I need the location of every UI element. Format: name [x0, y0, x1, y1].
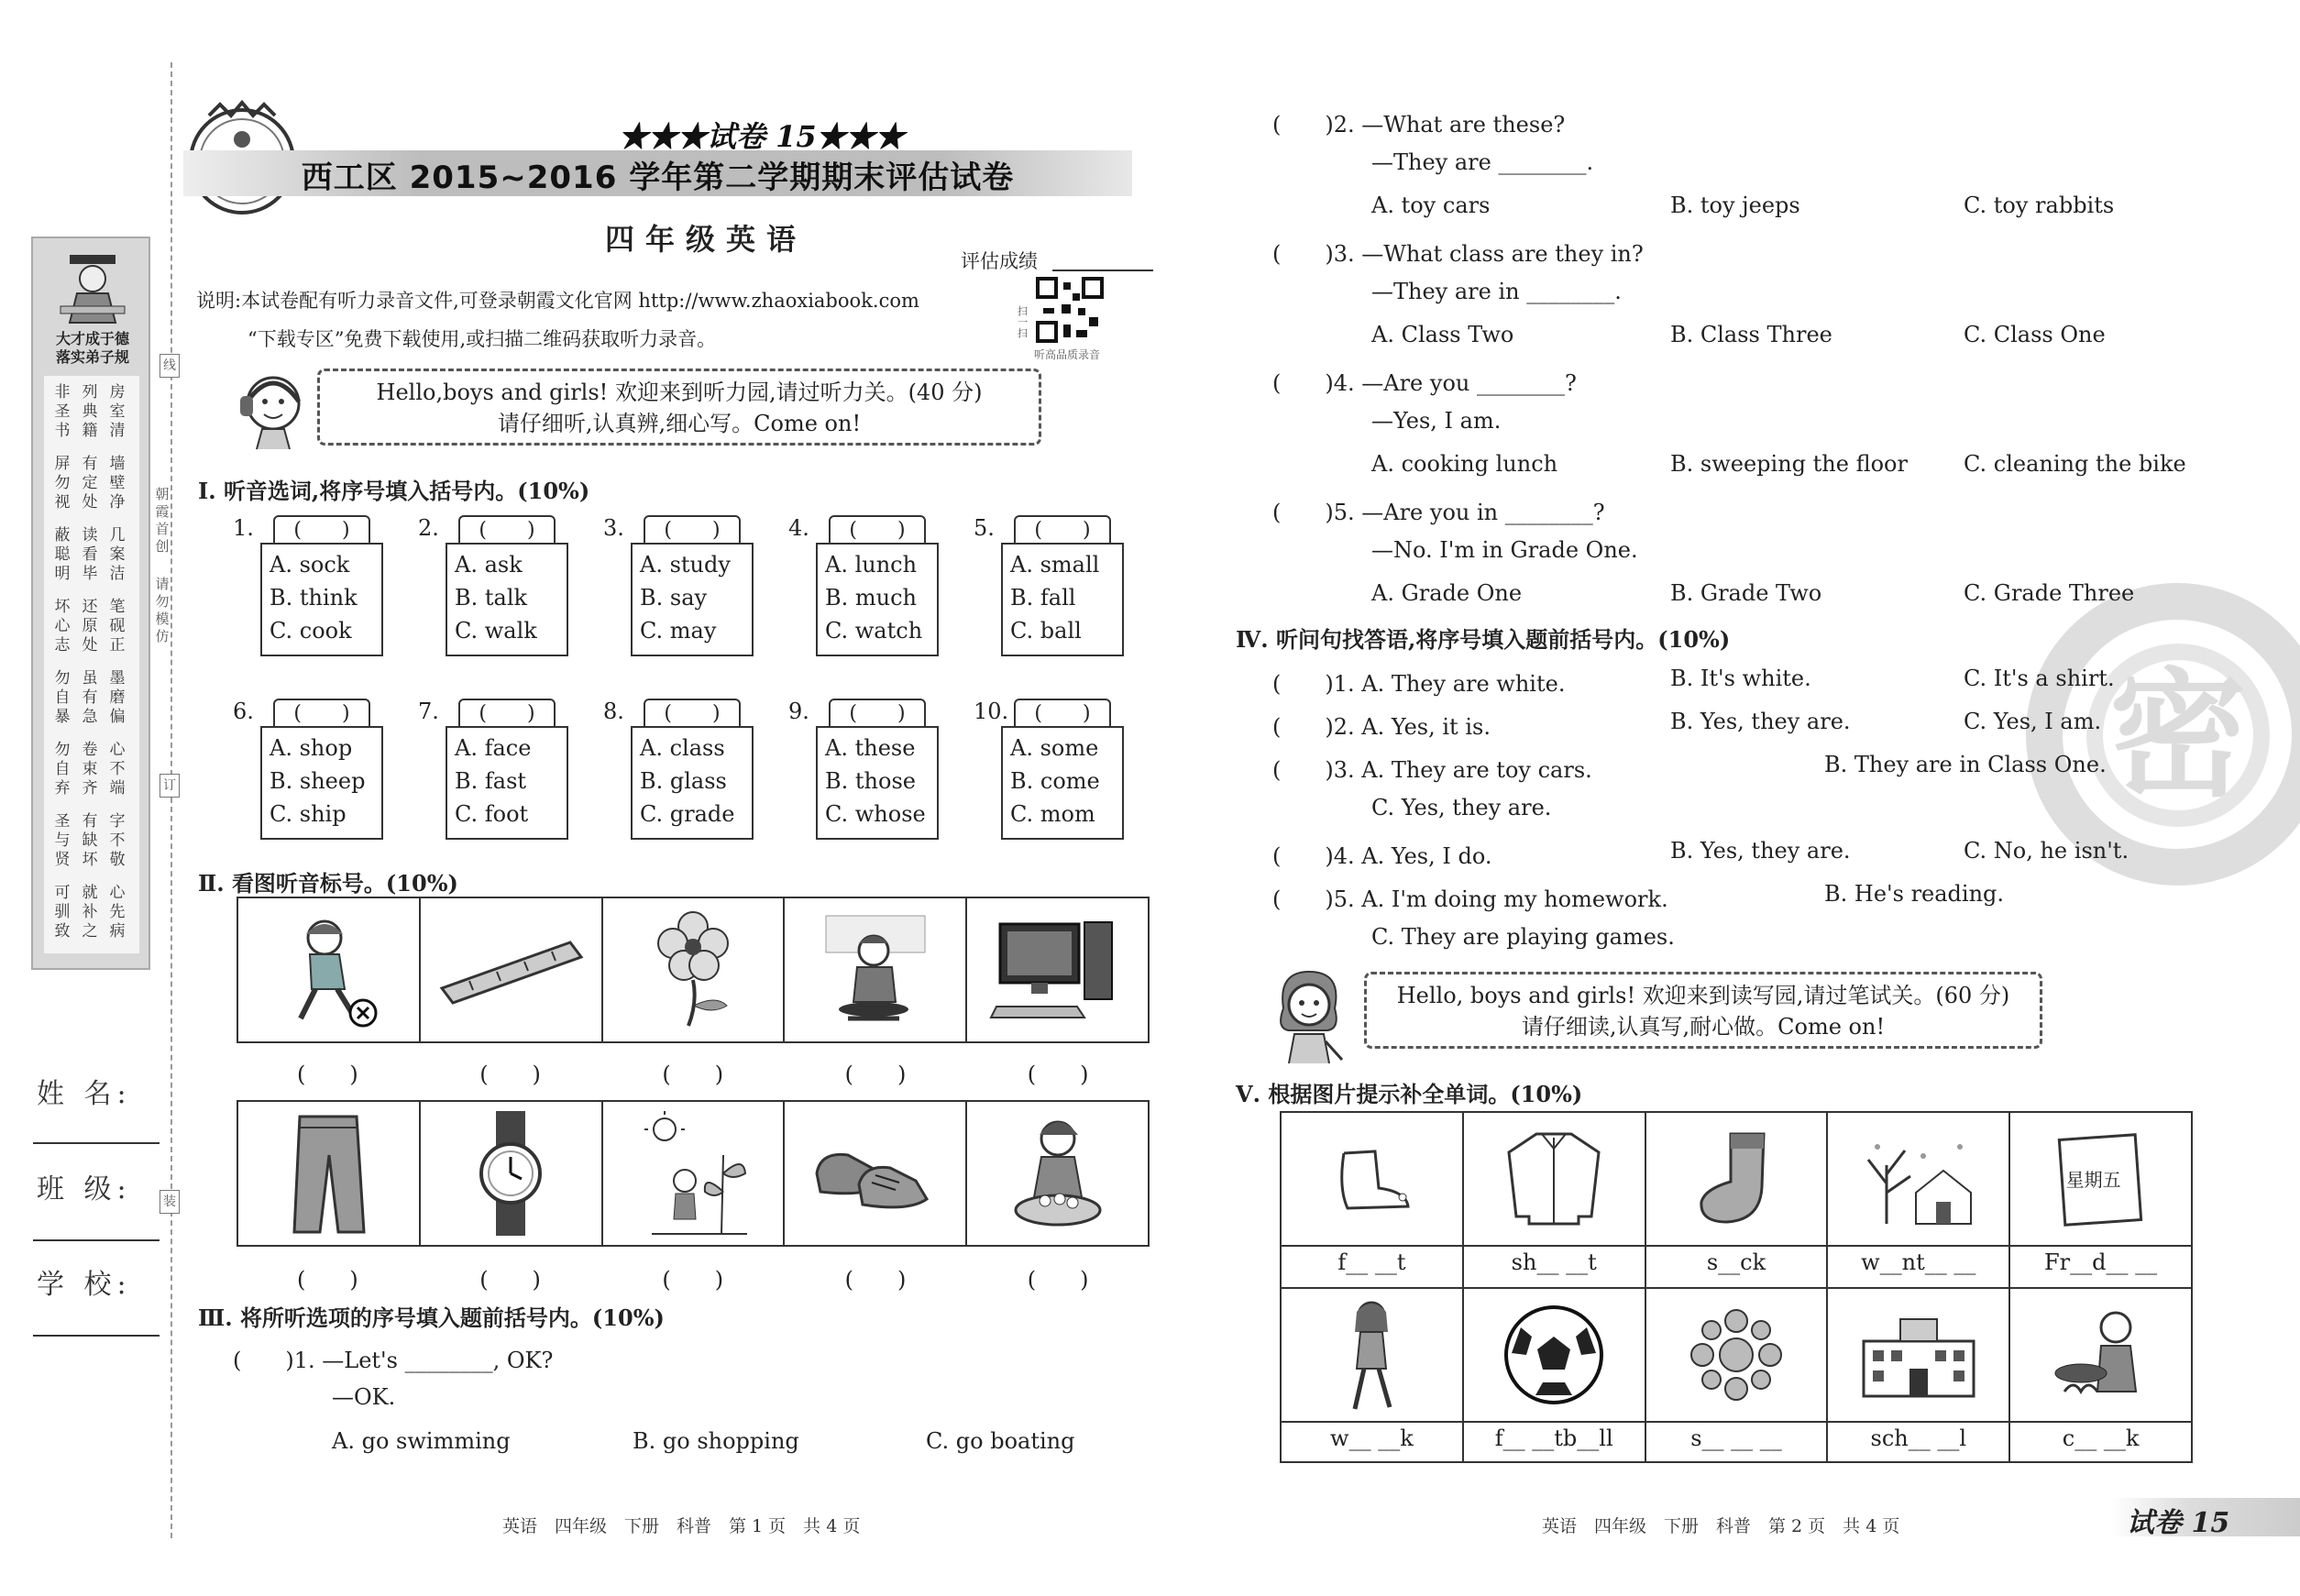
- s4-q2-option-b[interactable]: B. Yes, they are.: [1670, 709, 1851, 734]
- motto-column: 读看毕: [82, 526, 98, 583]
- card-options: [446, 726, 568, 840]
- listening-bubble: [317, 369, 1041, 446]
- s5-word-row-2: [1282, 1421, 2191, 1463]
- word-card: [603, 699, 754, 842]
- card-option[interactable]: A. sock: [270, 552, 350, 578]
- card-option[interactable]: C. walk: [455, 618, 537, 644]
- card-option[interactable]: C. ball: [1010, 618, 1082, 644]
- card-option[interactable]: C. watch: [825, 618, 923, 644]
- s5-word-row-1: [1282, 1245, 2191, 1287]
- picture-computer: [967, 898, 1148, 1041]
- motto-column: 圣与贤: [54, 812, 71, 869]
- picture-answer-paren[interactable]: ( ): [297, 1267, 358, 1293]
- motto-header-line-2: 落实弟子规: [55, 348, 129, 366]
- s4-q5-option-b[interactable]: B. He's reading.: [1824, 881, 2005, 907]
- s5-pic-row-2: [1282, 1287, 2191, 1421]
- answer-paren[interactable]: ( ): [644, 699, 741, 730]
- word-card: [788, 699, 939, 842]
- writing-bubble: [1364, 972, 2042, 1049]
- s3-q4-reply: —Yes, I am.: [1371, 408, 1502, 434]
- score-label: 评估成绩: [961, 250, 1038, 272]
- s3-q3-option-c[interactable]: C. Class One: [1964, 322, 2106, 347]
- card-option[interactable]: B. fast: [455, 768, 527, 794]
- s4-q2-option-c[interactable]: C. Yes, I am.: [1964, 709, 2102, 734]
- card-options: [260, 726, 383, 840]
- word-card: [788, 515, 939, 658]
- s5-word-winter[interactable]: w__nt__ __: [1828, 1245, 2010, 1287]
- picture-answer-paren[interactable]: ( ): [1027, 1267, 1089, 1293]
- answer-paren[interactable]: ( ): [458, 699, 556, 730]
- writing-bubble-line-1: Hello, boys and girls! 欢迎来到读写园,请过笔试关。(60 分): [1396, 983, 2010, 1008]
- word-card: [418, 515, 568, 658]
- footer-right: 英语 四年级 下册 科普 第 2 页 共 4 页: [1542, 1516, 1900, 1536]
- footer-left: 英语 四年级 下册 科普 第 1 页 共 4 页: [502, 1516, 861, 1536]
- subject-title: 四年级英语: [605, 222, 808, 257]
- s3-q2-option-b[interactable]: B. toy jeeps: [1670, 193, 1800, 218]
- motto-column: 笔砚正: [109, 598, 126, 655]
- card-options: [446, 543, 568, 656]
- s3-q3-stem: ( )3. —What class are they in?: [1272, 241, 1644, 267]
- picture-watch: [421, 1102, 603, 1245]
- card-option[interactable]: B. glass: [640, 768, 727, 794]
- s3-q3-option-a[interactable]: A. Class Two: [1371, 322, 1514, 347]
- motto-header: [40, 330, 145, 367]
- picture-answer-paren[interactable]: ( ): [297, 1062, 358, 1087]
- s5-pic-cook: [2010, 1289, 2191, 1421]
- card-option[interactable]: A. class: [640, 735, 725, 761]
- card-number: 3.: [603, 515, 624, 541]
- s5-pic-winter: [1828, 1113, 2010, 1245]
- card-number: 9.: [788, 699, 809, 724]
- section4-title: Ⅳ. 听问句找答语,将序号填入题前括号内。(10%): [1236, 626, 1731, 653]
- motto-column: 列典籍: [82, 383, 98, 440]
- motto-column: 还原处: [82, 598, 98, 655]
- s4-q4-option-a[interactable]: ( )4. A. Yes, I do.: [1272, 843, 1492, 869]
- card-option[interactable]: B. much: [825, 585, 918, 611]
- card-option[interactable]: C. foot: [455, 801, 529, 827]
- motto-column: 有缺坏: [82, 812, 98, 869]
- motto-column: 蔽聪明: [54, 526, 71, 583]
- s4-q1-option-c[interactable]: C. It's a shirt.: [1964, 666, 2115, 691]
- score-field[interactable]: [1052, 270, 1153, 271]
- s3-q5-stem: ( )5. —Are you in ________?: [1272, 500, 1605, 525]
- seal-staple: 装: [160, 1190, 180, 1214]
- word-card: [603, 515, 754, 658]
- picture-trousers: [238, 1102, 421, 1245]
- card-options: [631, 726, 754, 840]
- motto-column: 心不端: [109, 741, 126, 798]
- school-label: 学 校:: [37, 1269, 132, 1301]
- s3-q2-stem: ( )2. —What are these?: [1272, 112, 1566, 138]
- side-word-no-copy: 请勿模仿: [155, 576, 170, 644]
- s5-pic-sock: [1646, 1113, 1829, 1245]
- motto-column: 有定处: [82, 455, 98, 512]
- s4-q3-option-a[interactable]: ( )3. A. They are toy cars.: [1272, 757, 1592, 783]
- motto-column: 卷束齐: [82, 741, 98, 798]
- picture-boy-football: [238, 898, 421, 1041]
- s5-word-friday[interactable]: Fr__d__ __: [2010, 1245, 2191, 1287]
- motto-header-line-1: 大才成于德: [55, 330, 129, 347]
- s3-q1-option-b[interactable]: B. go shopping: [633, 1428, 799, 1454]
- s5-word-school[interactable]: sch__ __l: [1828, 1421, 2010, 1463]
- picture-answer-paren[interactable]: ( ): [844, 1267, 907, 1293]
- motto-columns: [44, 376, 139, 953]
- binding-dashed-line: [171, 62, 172, 1538]
- picture-row-2: [237, 1100, 1150, 1247]
- motto-panel: [31, 237, 150, 970]
- s5-word-cook[interactable]: c__ __k: [2010, 1421, 2191, 1463]
- motto-column: 墨磨偏: [109, 669, 126, 726]
- s5-pic-girl-walking: [1282, 1289, 1464, 1421]
- motto-column: 虽有急: [82, 669, 98, 726]
- picture-boy-cooking: [785, 898, 967, 1041]
- corner-label: 试卷 15: [2127, 1507, 2230, 1539]
- watermark-char: 密: [2108, 655, 2247, 816]
- s3-q1-reply: —OK.: [332, 1384, 396, 1410]
- card-option[interactable]: C. may: [640, 618, 717, 644]
- s3-q4-option-a[interactable]: A. cooking lunch: [1371, 451, 1558, 477]
- card-option[interactable]: A. shop: [270, 735, 353, 761]
- motto-column: 就补之: [82, 884, 98, 941]
- class-field[interactable]: [33, 1239, 160, 1241]
- listening-bubble-line-2: 请仔细听,认真辨,细心写。Come on!: [497, 411, 862, 436]
- card-option[interactable]: A. these: [825, 735, 916, 761]
- s4-q4-option-c[interactable]: C. No, he isn't.: [1964, 838, 2129, 864]
- card-option[interactable]: B. talk: [455, 585, 528, 611]
- s3-q1-option-c[interactable]: C. go boating: [926, 1428, 1075, 1454]
- card-option[interactable]: B. come: [1010, 768, 1100, 794]
- card-options: [816, 726, 939, 840]
- card-option[interactable]: A. some: [1010, 735, 1099, 761]
- s3-q4-stem: ( )4. —Are you ________?: [1272, 370, 1577, 396]
- exam-title: 西工区 2015~2016 学年第二学期期末评估试卷: [301, 160, 1015, 196]
- s3-q1-option-a[interactable]: A. go swimming: [332, 1428, 511, 1454]
- card-option[interactable]: A. study: [640, 552, 731, 578]
- card-number: 7.: [418, 699, 439, 724]
- headphone-kid-icon: [237, 361, 310, 453]
- card-option[interactable]: C. ship: [270, 801, 347, 827]
- class-label: 班 级:: [37, 1173, 132, 1205]
- s4-q5-option-c[interactable]: C. They are playing games.: [1371, 924, 1675, 950]
- card-option[interactable]: A. ask: [455, 552, 523, 578]
- s3-q4-option-c[interactable]: C. cleaning the bike: [1964, 451, 2186, 477]
- s4-q3-option-b[interactable]: B. They are in Class One.: [1824, 752, 2107, 777]
- name-field[interactable]: [33, 1142, 160, 1144]
- card-option[interactable]: C. mom: [1010, 801, 1095, 827]
- card-option[interactable]: C. cook: [270, 618, 352, 644]
- motto-column: 勿自弃: [54, 741, 71, 798]
- seal-bind: 订: [160, 774, 180, 798]
- word-card: [974, 699, 1124, 842]
- s4-q1-option-b[interactable]: B. It's white.: [1670, 666, 1811, 691]
- card-number: 4.: [788, 515, 809, 541]
- s5-pic-calendar: [2010, 1113, 2191, 1245]
- answer-paren[interactable]: ( ): [829, 699, 926, 730]
- s4-q2-option-a[interactable]: ( )2. A. Yes, it is.: [1272, 714, 1491, 740]
- s5-pic-shirt: [1464, 1113, 1646, 1245]
- s5-pic-football: [1464, 1289, 1646, 1421]
- answer-paren[interactable]: ( ): [829, 515, 926, 546]
- card-number: 2.: [418, 515, 439, 541]
- name-label: 姓 名:: [37, 1078, 132, 1110]
- card-option[interactable]: B. say: [640, 585, 708, 611]
- note-line-1: 说明:本试卷配有听力录音文件,可登录朝霞文化官网 http://www.zhaoxiabook.com: [196, 290, 919, 312]
- card-option[interactable]: B. sheep: [270, 768, 366, 794]
- picture-answer-paren[interactable]: ( ): [479, 1267, 541, 1293]
- motto-column: 心先病: [109, 884, 126, 941]
- picture-answer-paren[interactable]: ( ): [662, 1267, 724, 1293]
- s3-q1-stem: ( )1. —Let's ________, OK?: [233, 1348, 554, 1373]
- picture-girl-washing: [967, 1102, 1148, 1245]
- listening-bubble-line-1: Hello,boys and girls! 欢迎来到听力园,请过听力关。(40 分): [376, 380, 983, 405]
- card-option[interactable]: C. grade: [640, 801, 735, 827]
- s5-word-shirt[interactable]: sh__ __t: [1464, 1245, 1646, 1287]
- s3-q3-reply: —They are in ________.: [1371, 279, 1622, 304]
- motto-column: 房室清: [109, 383, 126, 440]
- s5-word-sock[interactable]: s__ck: [1646, 1245, 1829, 1287]
- s4-q5-option-a[interactable]: ( )5. A. I'm doing my homework.: [1272, 886, 1668, 912]
- word-card: [233, 515, 383, 658]
- card-option[interactable]: B. those: [825, 768, 916, 794]
- card-options: [1001, 726, 1124, 840]
- qr-side-label: 扫一扫: [1018, 305, 1028, 339]
- picture-answer-paren[interactable]: ( ): [479, 1062, 541, 1087]
- s3-q2-reply: —They are ________.: [1371, 149, 1594, 175]
- motto-column: 几案洁: [109, 526, 126, 583]
- note-line-2: “下载专区”免费下载使用,或扫描二维码获取听力录音。: [248, 328, 717, 350]
- s3-q2-option-a[interactable]: A. toy cars: [1371, 193, 1491, 218]
- s5-word-foot[interactable]: f__ __t: [1282, 1245, 1464, 1287]
- section5-table: [1280, 1111, 2193, 1463]
- card-number: 5.: [974, 515, 995, 541]
- motto-column: 非圣书: [54, 383, 71, 440]
- s3-q5-option-c[interactable]: C. Grade Three: [1964, 580, 2135, 606]
- word-card: [418, 699, 568, 842]
- card-option[interactable]: C. whose: [825, 801, 926, 827]
- s4-q3-option-c[interactable]: C. Yes, they are.: [1371, 795, 1552, 820]
- paper-label: ★★★试卷 15★★★: [619, 119, 905, 154]
- calendar-text: 星期五: [2065, 1169, 2121, 1191]
- s4-q1-option-a[interactable]: ( )1. A. They are white.: [1272, 671, 1566, 697]
- s3-q5-option-b[interactable]: B. Grade Two: [1670, 580, 1822, 606]
- card-option[interactable]: B. think: [270, 585, 358, 611]
- qr-code-icon[interactable]: [1036, 277, 1104, 343]
- qr-caption: 听高品质录音: [1034, 348, 1101, 361]
- card-number: 8.: [603, 699, 624, 724]
- motto-column: 墙壁净: [109, 455, 126, 512]
- section2-title: Ⅱ. 看图听音标号。(10%): [198, 870, 458, 897]
- card-options: [1001, 543, 1124, 656]
- card-number: 1.: [233, 515, 254, 541]
- picture-shoes: [785, 1102, 967, 1245]
- motto-column: 坏心志: [54, 598, 71, 655]
- s3-q4-option-b[interactable]: B. sweeping the floor: [1670, 451, 1908, 477]
- answer-paren[interactable]: ( ): [458, 515, 556, 546]
- card-options: [260, 543, 383, 656]
- picture-answer-paren[interactable]: ( ): [1027, 1062, 1089, 1087]
- motto-column: 可驯致: [54, 884, 71, 941]
- picture-ruler: [421, 898, 603, 1041]
- writing-bubble-line-2: 请仔细读,认真写,耐心做。Come on!: [1521, 1014, 1886, 1040]
- word-card: [974, 515, 1124, 658]
- answer-paren[interactable]: ( ): [273, 699, 370, 730]
- answer-paren[interactable]: ( ): [273, 515, 370, 546]
- card-options: [816, 543, 939, 656]
- scholar-illustration: [57, 251, 128, 325]
- section5-title: Ⅴ. 根据图片提示补全单词。(10%): [1236, 1081, 1583, 1107]
- calendar-icon: [2057, 1128, 2145, 1229]
- girl-writing-icon: [1269, 964, 1348, 1065]
- s5-word-football[interactable]: f__ __tb__ll: [1464, 1421, 1646, 1463]
- seal-line: 线: [160, 354, 180, 378]
- s5-pic-foot: [1282, 1113, 1464, 1245]
- s4-q4-option-b[interactable]: B. Yes, they are.: [1670, 838, 1851, 864]
- section1-title: Ⅰ. 听音选词,将序号填入括号内。(10%): [198, 478, 590, 504]
- s3-q2-option-c[interactable]: C. toy rabbits: [1964, 193, 2115, 218]
- s3-q5-reply: —No. I'm in Grade One.: [1371, 537, 1638, 563]
- card-option[interactable]: A. small: [1010, 552, 1100, 578]
- picture-boy-in-garden: [603, 1102, 786, 1245]
- answer-paren[interactable]: ( ): [1014, 515, 1111, 546]
- motto-column: 勿自暴: [54, 669, 71, 726]
- card-option[interactable]: B. fall: [1010, 585, 1076, 611]
- s3-q3-option-b[interactable]: B. Class Three: [1670, 322, 1832, 347]
- answer-paren[interactable]: ( ): [1014, 699, 1111, 730]
- s5-pic-row-1: [1282, 1113, 2191, 1245]
- motto-column: 屏勿视: [54, 455, 71, 512]
- card-option[interactable]: A. face: [455, 735, 532, 761]
- picture-answer-paren[interactable]: ( ): [844, 1062, 907, 1087]
- word-card: [233, 699, 383, 842]
- s3-q5-option-a[interactable]: A. Grade One: [1371, 580, 1523, 606]
- card-option[interactable]: A. lunch: [825, 552, 918, 578]
- picture-answer-paren[interactable]: ( ): [662, 1062, 724, 1087]
- s5-pic-school: [1828, 1289, 2010, 1421]
- card-number: 10.: [974, 699, 1009, 724]
- side-word-original: 朝霞首创: [155, 486, 170, 555]
- s5-word-snow[interactable]: s__ __ __: [1646, 1421, 1829, 1463]
- picture-flower: [603, 898, 786, 1041]
- picture-row-1: [237, 897, 1150, 1043]
- card-number: 6.: [233, 699, 254, 724]
- s5-word-walk[interactable]: w__ __k: [1282, 1421, 1464, 1463]
- section3-title: Ⅲ. 将所听选项的序号填入题前括号内。(10%): [198, 1304, 665, 1331]
- answer-paren[interactable]: ( ): [644, 515, 741, 546]
- s5-pic-snowflake: [1646, 1289, 1829, 1421]
- motto-column: 字不敬: [109, 812, 126, 869]
- card-options: [631, 543, 754, 656]
- school-field[interactable]: [33, 1335, 160, 1337]
